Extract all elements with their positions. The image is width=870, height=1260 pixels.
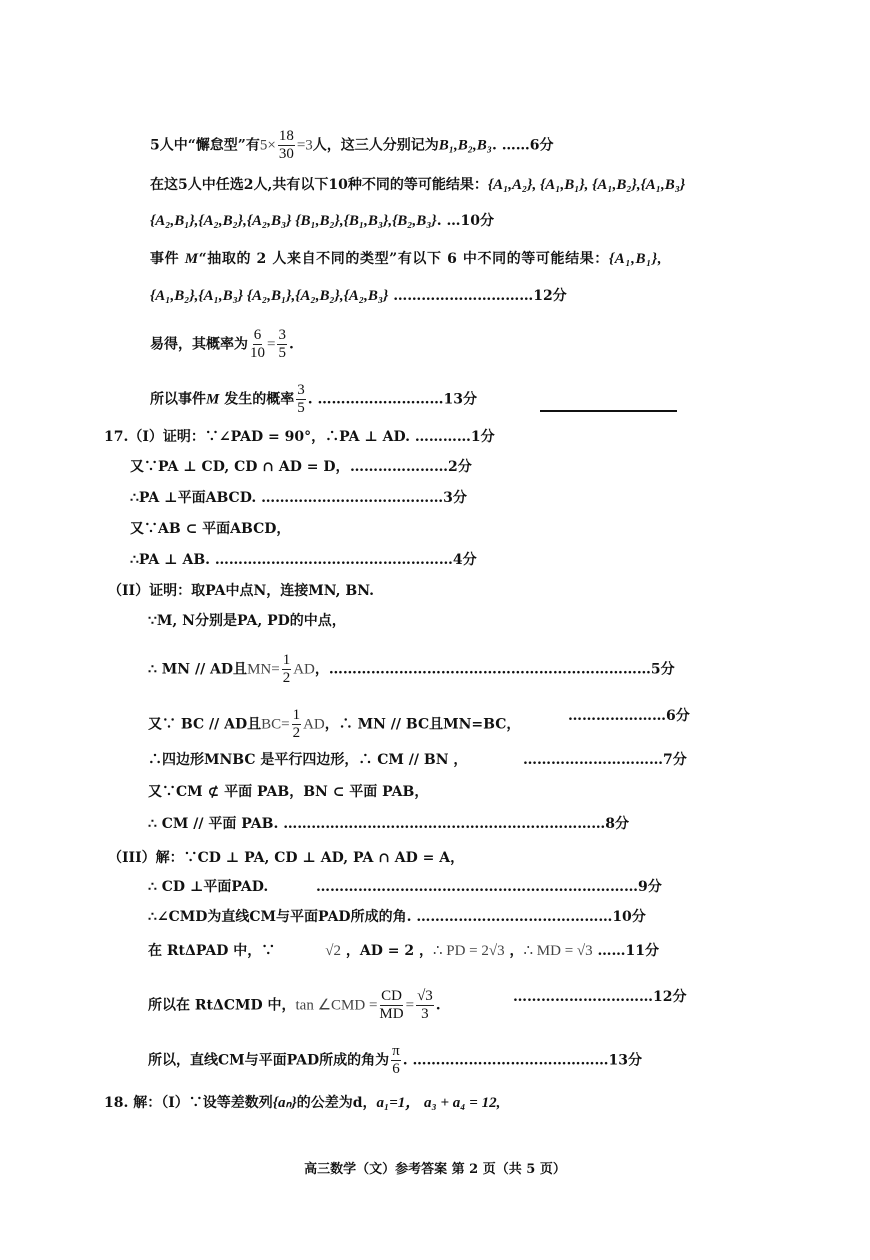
denominator: 2 (292, 725, 301, 741)
q17-line-17 (148, 988, 687, 1023)
q17-line-1: 17.（I）证明：∵∠PAD = 90°，∴PA ⊥ AD. …………1分 (104, 429, 495, 445)
fraction (379, 988, 403, 1023)
text: 在这5人中任选2人,共有以下10种不同的等可能结果： (150, 177, 488, 193)
text: 又∵PA ⊥ CD, CD ∩ AD = D， (130, 459, 350, 475)
math: M (184, 251, 199, 267)
numerator: π (392, 1043, 400, 1059)
math: M (206, 391, 220, 408)
text: 又∵ BC // AD且 (148, 716, 262, 733)
text: 所以在 RtΔCMD 中， (148, 997, 296, 1014)
denominator: 3 (421, 1006, 429, 1022)
q16-line-6 (150, 327, 294, 362)
page-footer: 高三数学（文）参考答案 第 2 页（共 5 页） (304, 1162, 566, 1177)
text: ∴四边形MNBC 是平行四边形，∴ CM // BN ， (148, 752, 468, 768)
score: . ……………………………………13分 (402, 1052, 642, 1069)
q16-line-4 (150, 250, 662, 268)
denominator: 2 (282, 670, 291, 686)
q17-line-9 (148, 707, 690, 742)
denominator: 30 (278, 146, 294, 162)
text: ∴ CD ⊥平面PAD. (148, 879, 269, 895)
denominator: 10 (250, 345, 265, 361)
score: …………………2分 (350, 459, 472, 475)
q16-line-1 (150, 128, 554, 163)
q17-line-2 (130, 458, 472, 476)
math: MN= (247, 661, 280, 678)
math: BC= (261, 716, 290, 733)
q17-line-4: 又∵AB ⊂ 平面ABCD， (130, 521, 291, 537)
numerator: 3 (278, 327, 286, 343)
score: . …10分 (436, 213, 494, 229)
q17-line-15: ∴∠CMD为直线CM与平面PAD所成的角. ……………………………………10分 (148, 909, 646, 925)
fraction (292, 707, 302, 742)
numerator: 1 (292, 707, 301, 723)
score: …………………………12分 (513, 989, 687, 1005)
denominator: 5 (278, 345, 286, 361)
score: ……11分 (592, 943, 660, 959)
math: tan ∠CMD = (295, 997, 378, 1014)
text: 所以，直线CM与平面PAD所成的角为 (148, 1052, 390, 1069)
numerator: 18 (278, 128, 294, 144)
q17-line-18 (148, 1043, 642, 1078)
text: ， (504, 943, 524, 959)
q17-line-13: （III）解：∵CD ⊥ PA, CD ⊥ AD, PA ∩ AD = A， (108, 850, 465, 866)
q16-line-3 (150, 212, 494, 230)
text: ∴ MN // AD且 (148, 661, 248, 678)
math: {aₙ} (272, 1095, 297, 1111)
text: 易得，其概率为 (150, 336, 248, 353)
math: {A₂,B₁},{A₂,B₂},{A₂,B₃} {B₁,B₂},{B₁,B₃},{B₂,B₃} (150, 213, 437, 229)
denominator: MD (379, 1006, 404, 1022)
q17-line-16 (148, 942, 659, 960)
fraction (391, 1043, 401, 1078)
text: ，∴ MN // BC且MN=BC， (324, 716, 521, 733)
score: …………………………12分 (388, 288, 567, 304)
text: 的公差为d， (296, 1095, 377, 1111)
math: = (405, 997, 415, 1014)
q17-line-8 (148, 652, 675, 687)
math: {A₁,B₂},{A₁,B₃} {A₂,B₁},{A₂,B₂},{A₂,B₃} (150, 288, 389, 304)
math: 5× (259, 137, 276, 154)
text: . (435, 997, 441, 1014)
fraction (416, 988, 434, 1023)
text: ，AD = 2 ， (340, 943, 433, 959)
text: . (288, 336, 294, 353)
text: 发生的概率 (224, 391, 295, 408)
score: …………………………7分 (523, 752, 687, 768)
q17-line-6: （II）证明：取PA中点N，连接MN, BN. (108, 583, 375, 599)
math: AD (303, 716, 325, 733)
math: ∴ MD = √3 (523, 943, 593, 959)
denominator: 5 (297, 400, 305, 416)
math: AD (293, 661, 315, 678)
score: . ……6分 (492, 137, 554, 154)
numerator: √3 (417, 988, 433, 1004)
q16-line-2 (150, 176, 685, 194)
math: B₁,B₂,B₃ (438, 137, 492, 154)
fraction (250, 327, 265, 362)
math: √2 (325, 943, 341, 959)
numerator: 3 (297, 382, 305, 398)
divider-line (540, 410, 677, 412)
score: …………………6分 (568, 708, 690, 724)
q17-line-7: ∵M, N分别是PA, PD的中点， (148, 613, 346, 629)
math: {A₁,B₁}, (608, 251, 663, 267)
score: ……………………………………………………………9分 (316, 879, 662, 895)
fraction (277, 327, 287, 362)
score: . ………………………13分 (307, 391, 477, 408)
q17-line-10 (148, 751, 687, 769)
text: 所以事件 (150, 391, 206, 408)
denominator: 6 (392, 1061, 400, 1077)
text: 事件 (150, 251, 180, 267)
text: “抽取的 2 人来自不同的类型”有以下 6 中不同的等可能结果： (198, 251, 609, 267)
numerator: CD (381, 988, 402, 1004)
q16-line-7 (150, 382, 477, 417)
numerator: 6 (253, 327, 262, 343)
math: = (267, 336, 276, 353)
q17-line-14 (148, 878, 662, 896)
text: 在 RtΔPAD 中，∵ (148, 943, 276, 959)
q17-line-11: 又∵CM ⊄ 平面 PAB，BN ⊂ 平面 PAB， (148, 784, 429, 800)
text: 人，这三人分别记为 (312, 137, 439, 154)
text: 18. 解：（I）∵设等差数列 (104, 1095, 273, 1111)
fraction (278, 128, 295, 163)
fraction (282, 652, 292, 687)
fraction (296, 382, 306, 417)
math: {A₁,A₂}, {A₁,B₁}, {A₁,B₂},{A₁,B₃} (487, 177, 686, 193)
math: =3 (296, 137, 313, 154)
q17-line-12: ∴ CM // 平面 PAB. ……………………………………………………………8分 (148, 816, 629, 832)
q17-line-3: ∴PA ⊥平面ABCD. …………………………………3分 (130, 490, 467, 506)
q18-line-1 (104, 1094, 500, 1112)
q17-line-5: ∴PA ⊥ AB. ……………………………………………4分 (130, 552, 477, 568)
score: ，……………………………………………………………5分 (314, 661, 675, 678)
q16-line-5 (150, 287, 567, 305)
numerator: 1 (282, 652, 291, 668)
text: 5人中“懈怠型”有 (150, 137, 260, 154)
math: ∴ PD = 2√3 (432, 943, 505, 959)
math: a₁=1， a₃ + a₄ = 12, (376, 1095, 501, 1111)
